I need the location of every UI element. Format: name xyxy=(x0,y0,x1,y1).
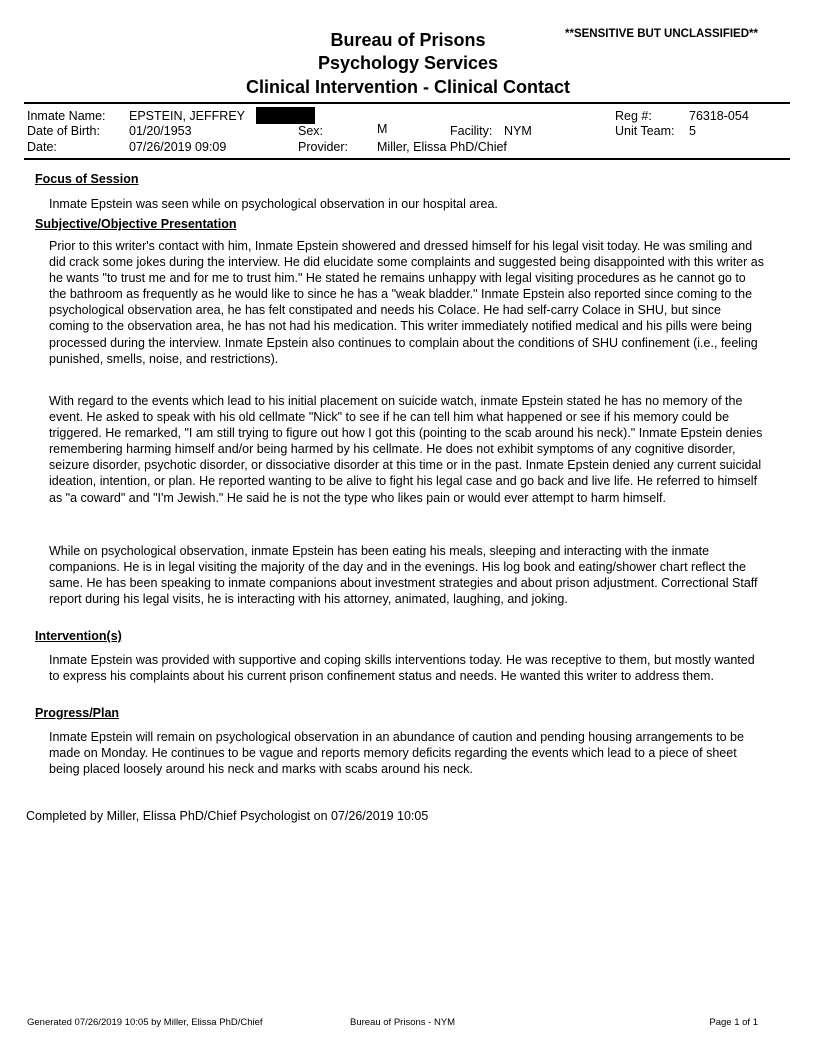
reg-number-value: 76318-054 xyxy=(689,109,749,123)
progress-text: Inmate Epstein will remain on psychological observation in an abundance of caution and pending housing arrangements to be made on Monday. He continues to be vague and reports memory deficits regarding the events which lead to a piece of sheet being placed loosely around his neck and marks with scabs around his neck. xyxy=(49,730,744,777)
title-department: Psychology Services xyxy=(317,53,499,73)
header-bottom-rule xyxy=(24,158,790,160)
footer-location: Bureau of Prisons - NYM xyxy=(350,1017,456,1028)
progress-heading: Progress/Plan xyxy=(35,706,120,720)
intervention-heading: Intervention(s) xyxy=(35,629,122,643)
inmate-name-value: EPSTEIN, JEFFREY xyxy=(129,109,245,123)
date-value: 07/26/2019 09:09 xyxy=(129,140,227,154)
provider-value: Miller, Elissa PhD/Chief xyxy=(377,140,507,154)
footer-page-number: Page 1 of 1 xyxy=(709,1017,758,1028)
date-label: Date: xyxy=(27,140,57,154)
facility-value: NYM xyxy=(504,124,532,138)
sensitivity-banner: **SENSITIVE BUT UNCLASSIFIED** xyxy=(565,28,758,40)
dob-label: Date of Birth: xyxy=(27,124,100,138)
provider-label: Provider: xyxy=(298,140,349,154)
title-report-type: Clinical Intervention - Clinical Contact xyxy=(245,77,571,97)
focus-text: Inmate Epstein was seen while on psychological observation in our hospital area. xyxy=(49,197,498,211)
inmate-name-label: Inmate Name: xyxy=(27,109,106,123)
focus-heading: Focus of Session xyxy=(35,172,139,186)
footer-generated: Generated 07/26/2019 10:05 by Miller, Elissa PhD/Chief xyxy=(27,1017,263,1028)
subjective-paragraph-2: With regard to the events which lead to his initial placement on suicide watch, inmate Epstein stated he has no memory of the event. He asked to speak with his old cellmate "Nick" to see if he can tell him what happened or see if his memory could be triggered. He remarked, "I am still trying to figure out how I got this (pointing to the scab around his neck)." Inmate Epstein denies remembering harming himself and/or being harmed by his cellmate. He does not exhibit symptoms of any cognitive disorder, seizure disorder, psychotic disorder, or dissociative disorder at this time or in the past. Inmate Epstein denied any current suicidal ideation, intention, or plan. He reported wanting to be alive to fight his legal case and go back and live life. He referred to himself as "a coward" and "I'm Jewish." He said he is not the type who likes pain or would ever attempt to harm himself. xyxy=(49,394,763,505)
dob-value: 01/20/1953 xyxy=(129,124,192,138)
header-top-rule xyxy=(24,102,790,104)
subjective-paragraph-3: While on psychological observation, inmate Epstein has been eating his meals, sleeping and interacting with the inmate companions. He is in legal visiting the majority of the day and in the evenings. His log book and eating/shower chart reflect the same. He has been speaking to inmate companions about investment strategies and about prison adjustment. Correctional Staff report during his legal visits, he is interacting with his attorney, animated, laughing, and joking. xyxy=(49,544,758,607)
reg-number-label: Reg #: xyxy=(615,109,652,123)
title-agency: Bureau of Prisons xyxy=(330,30,486,50)
unit-team-value: 5 xyxy=(689,124,696,138)
redaction-box xyxy=(256,107,315,124)
unit-team-label: Unit Team: xyxy=(615,124,675,138)
sex-label: Sex: xyxy=(298,124,324,138)
subjective-heading: Subjective/Objective Presentation xyxy=(35,217,237,231)
completed-by-line: Completed by Miller, Elissa PhD/Chief Psychologist on 07/26/2019 10:05 xyxy=(26,809,429,823)
facility-label: Facility: xyxy=(450,124,493,138)
sex-value: M xyxy=(377,122,388,136)
subjective-paragraph-1: Prior to this writer's contact with him, Inmate Epstein showered and dressed himself for his legal visit today. He was smiling and did crack some jokes during the interview. He did elucidate some complaints and suggested being disappointed with this writer as he wants "to trust me and for me to trust him." He stated he remains unhappy with legal visiting procedures as he cannot go to the bathroom as frequently as he would like to since he has a "weak bladder." Inmate Epstein also reported since coming to the psychological observation area, he has felt constipated and needs his Colace. He had self-carry Colace in SHU, but since coming to the observation area, he has not had his medication. This writer immediately notified medical and his pills were being processed during the interview. Inmate Epstein also continues to complain about the conditions of SHU confinement (i.e., feeling punished, smells, noise, and restrictions). xyxy=(49,239,764,366)
intervention-text: Inmate Epstein was provided with supportive and coping skills interventions today. He was receptive to them, but mostly wanted to express his complaints about his current prison confinement status and needs. He wanted this writer to address them. xyxy=(49,653,755,684)
